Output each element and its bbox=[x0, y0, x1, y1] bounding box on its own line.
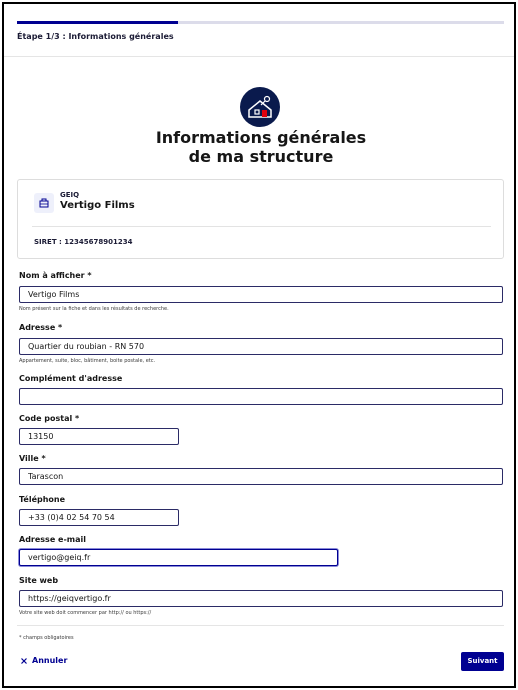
page-title-line-1: Informations générales bbox=[155, 128, 367, 147]
address-complement-field[interactable] bbox=[19, 388, 503, 405]
phone-field[interactable] bbox=[19, 509, 179, 526]
divider bbox=[17, 625, 504, 626]
building-illustration-icon bbox=[239, 86, 281, 128]
website-label: Site web bbox=[19, 576, 59, 585]
structure-name: Vertigo Films bbox=[60, 200, 135, 211]
required-fields-note: * champs obligatoires bbox=[19, 635, 74, 641]
display-name-field[interactable] bbox=[19, 286, 503, 303]
phone-label: Téléphone bbox=[19, 495, 66, 504]
address-complement-label: Complément d'adresse bbox=[19, 374, 123, 383]
progress-bar bbox=[17, 21, 504, 24]
postal-code-field[interactable] bbox=[19, 428, 179, 445]
structure-siret: SIRET : 12345678901234 bbox=[34, 238, 133, 246]
progress-bar-fill bbox=[17, 21, 178, 24]
cancel-button-label: Annuler bbox=[32, 656, 68, 665]
city-field[interactable] bbox=[19, 468, 503, 485]
city-label: Ville * bbox=[19, 454, 46, 463]
email-field[interactable] bbox=[19, 549, 338, 566]
website-field[interactable] bbox=[19, 590, 503, 607]
display-name-label: Nom à afficher * bbox=[19, 271, 92, 280]
display-name-hint: Nom présent sur la fiche et dans les résultats de recherche. bbox=[19, 306, 169, 312]
page-title bbox=[4, 128, 516, 166]
structure-card bbox=[17, 179, 504, 259]
email-label: Adresse e-mail bbox=[19, 535, 86, 544]
address-label: Adresse * bbox=[19, 323, 63, 332]
page-title-line-2: de ma structure bbox=[188, 147, 334, 166]
card-divider bbox=[32, 226, 491, 227]
divider bbox=[4, 56, 514, 57]
cancel-button[interactable] bbox=[21, 656, 67, 665]
building-icon bbox=[34, 193, 54, 213]
next-button[interactable]: Suivant bbox=[461, 652, 504, 671]
website-hint: Votre site web doit commencer par http:// ou https:// bbox=[19, 610, 152, 616]
structure-type: GEIQ bbox=[60, 191, 80, 199]
address-field[interactable] bbox=[19, 338, 503, 355]
address-hint: Appartement, suite, bloc, bâtiment, boite postale, etc. bbox=[19, 358, 156, 364]
close-icon bbox=[21, 658, 27, 664]
step-label: Étape 1/3 : Informations générales bbox=[17, 32, 174, 41]
form-page bbox=[2, 2, 516, 688]
postal-code-label: Code postal * bbox=[19, 414, 80, 423]
